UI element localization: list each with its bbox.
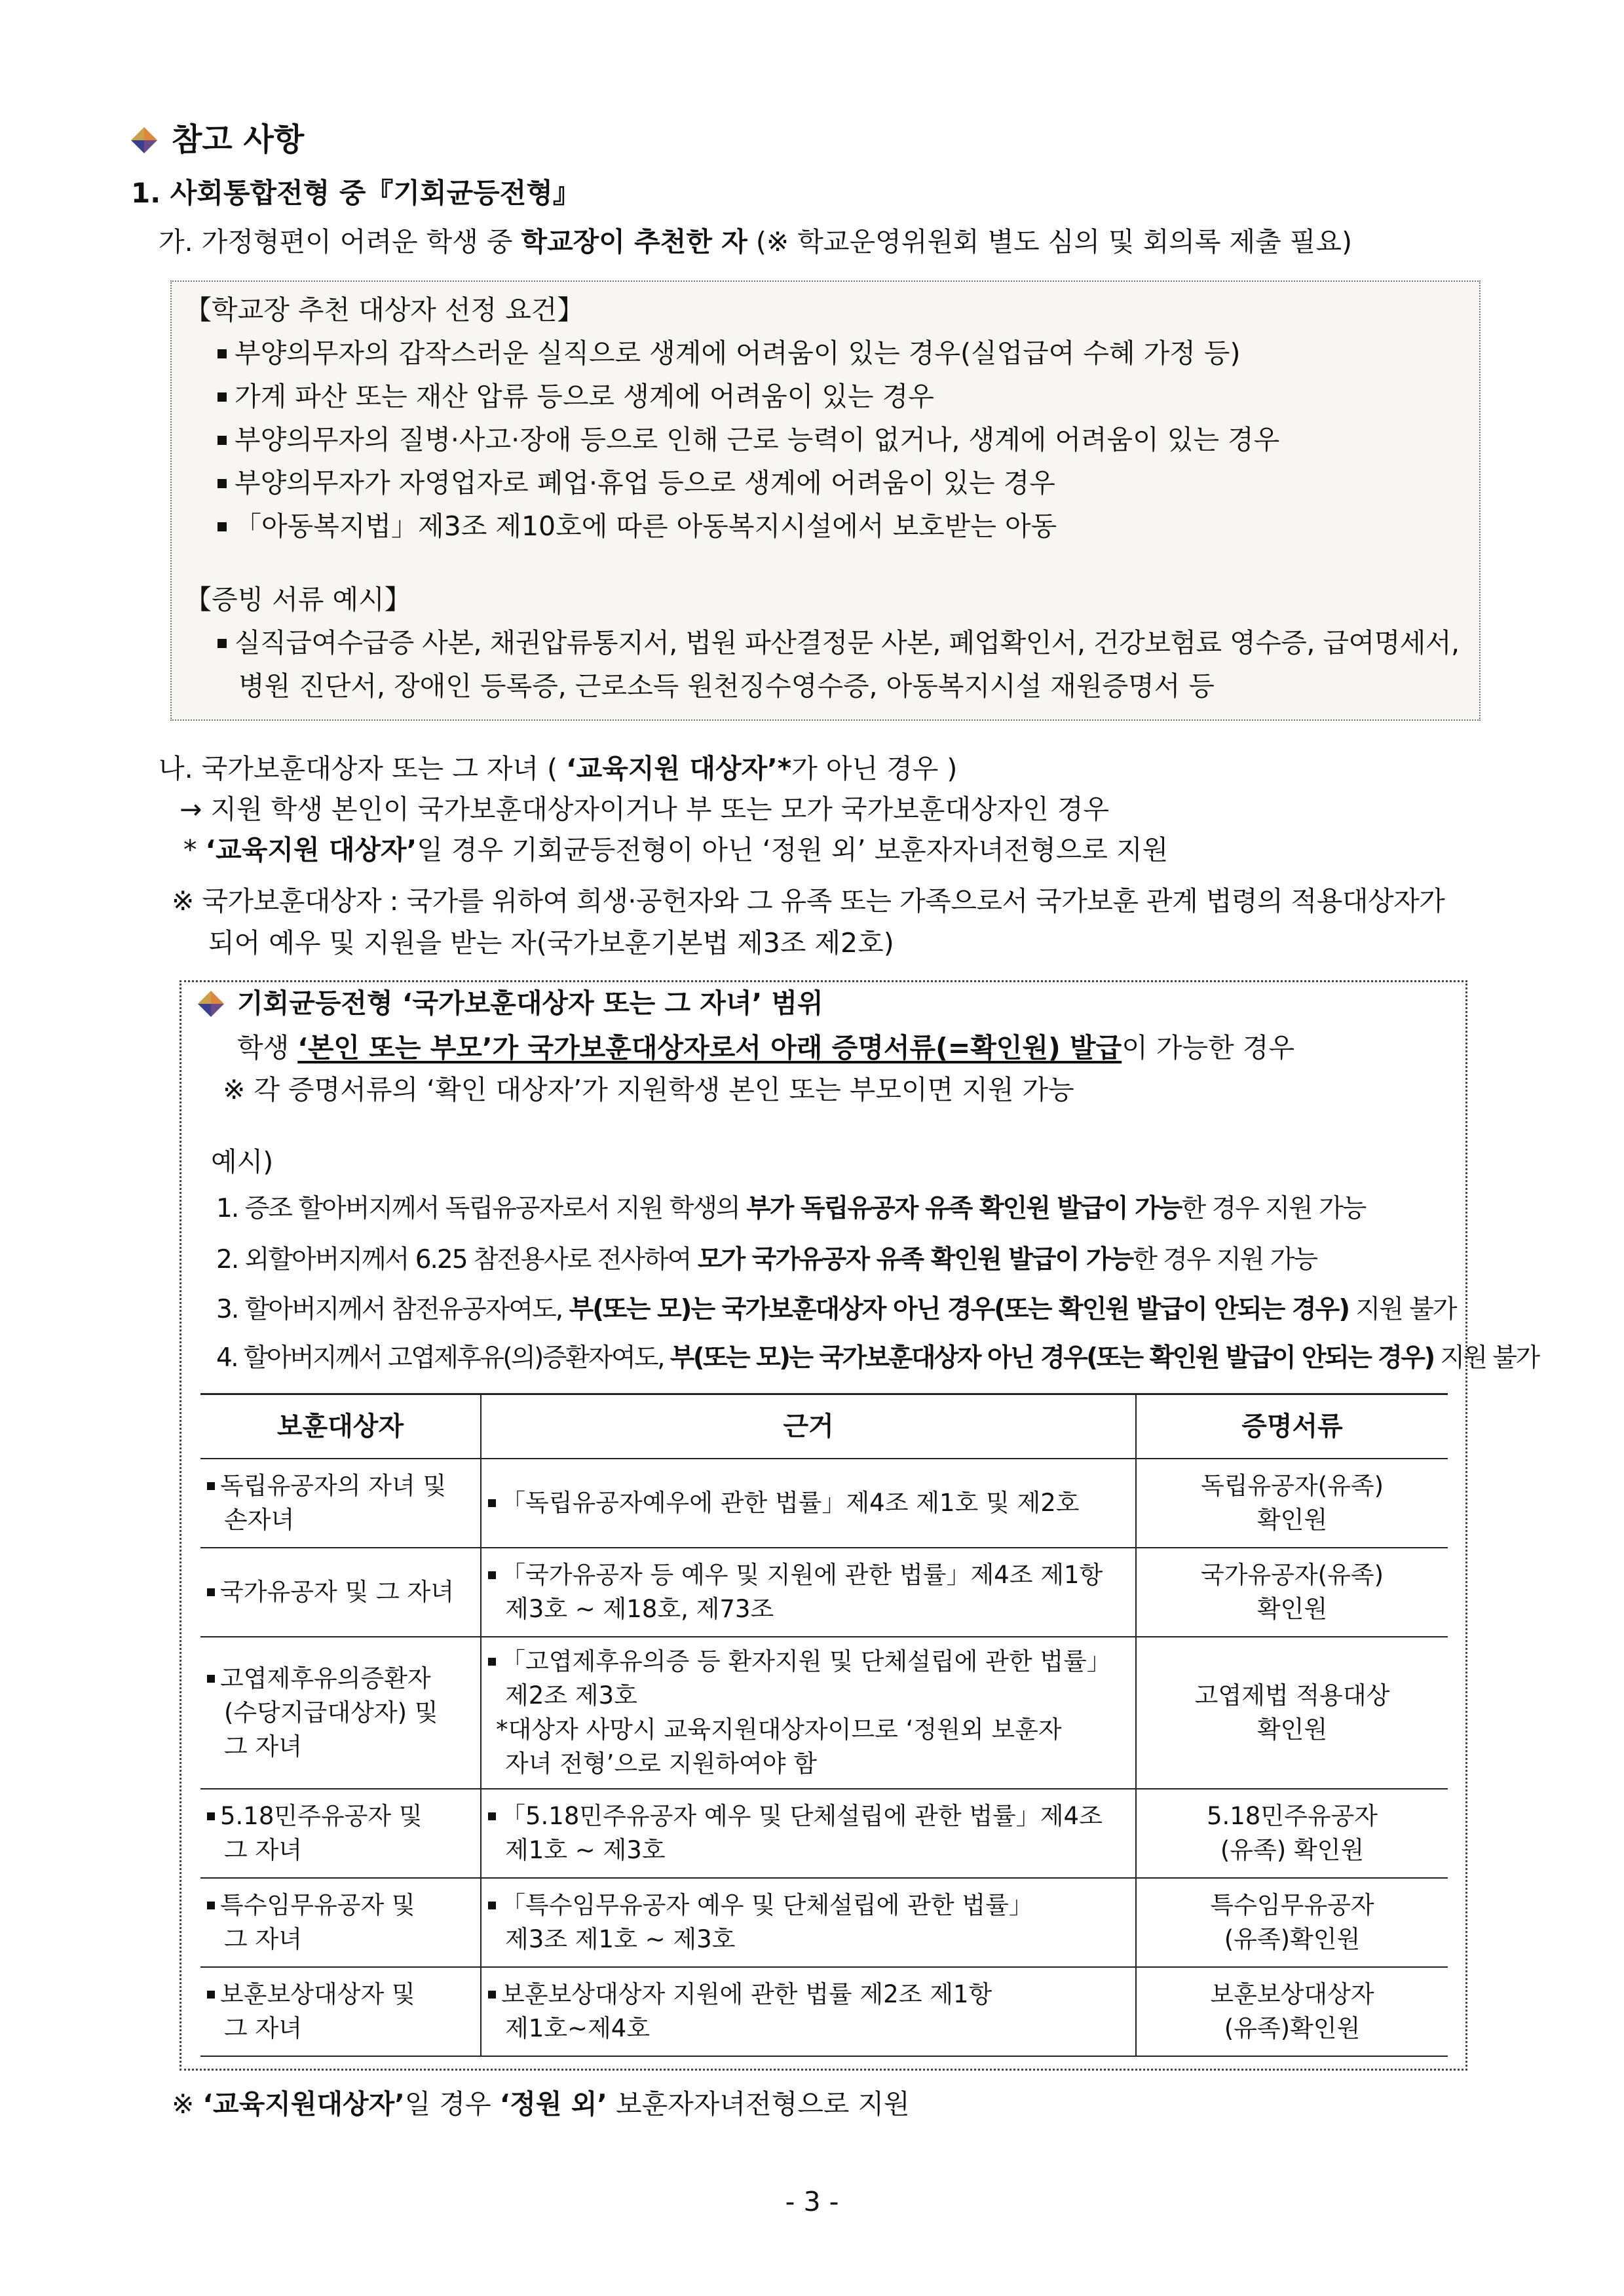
square-bullet-icon [207, 1902, 215, 1909]
square-bullet-icon [488, 1812, 496, 1820]
square-bullet-icon [488, 1991, 496, 1999]
document-cell: 국가유공자(유족) 확인원 [1136, 1548, 1448, 1637]
basis-cell: 「5.18민주유공자 예우 및 단체설립에 관한 법률」제4조 제1호 ~ 제3호 [481, 1789, 1136, 1878]
square-bullet-icon [488, 1658, 496, 1666]
item-na-arrow: → 지원 학생 본인이 국가보훈대상자이거나 부 또는 모가 국가보훈대상자인 경우 [179, 794, 1110, 825]
docs-item-continued: 병원 진단서, 장애인 등록증, 근로소득 원천징수영수증, 아동복지시설 재원증명서 등 [238, 670, 1215, 702]
example-item: 4. 할아버지께서 고엽제후유(의)증환자여도, 부(또는 모)는 국가보훈대상자 아닌 경우(또는 확인원 발급이 안되는 경우) 지원 불가 [216, 1343, 1539, 1373]
square-bullet-icon [488, 1571, 496, 1579]
table-row [200, 1548, 1448, 1637]
document-cell: 5.18민주유공자 (유족) 확인원 [1136, 1789, 1448, 1878]
square-bullet-icon [207, 1812, 215, 1820]
eligibility-table [200, 1393, 1448, 2057]
diamond-bullet-icon [131, 127, 157, 153]
square-bullet-icon [217, 349, 227, 358]
criteria-item: 부양의무자의 질병·사고·장애 등으로 인해 근로 능력이 없거나, 생계에 어려움이 있는 경우 [217, 422, 1279, 457]
criteria-title: 【학교장 추천 대상자 선정 요건】 [185, 294, 584, 326]
table-row [200, 1459, 1448, 1548]
category-cell: 고엽제후유의증환자 (수당지급대상자) 및 그 자녀 [200, 1637, 481, 1789]
column-header: 근거 [481, 1394, 1136, 1459]
criteria-item: 부양의무자의 갑작스러운 실직으로 생계에 어려움이 있는 경우(실업급여 수혜 가정 등) [217, 335, 1241, 371]
basis-cell: 「독립유공자예우에 관한 법률」제4조 제1호 및 제2호 [481, 1459, 1136, 1548]
diamond-bullet-icon [198, 991, 224, 1017]
table-row [200, 1878, 1448, 1967]
table-row [200, 1967, 1448, 2056]
basis-cell: 「국가유공자 등 예우 및 지원에 관한 법률」제4조 제1항 제3호 ~ 제18호, 제73조 [481, 1548, 1136, 1637]
scope-line: 학생 ‘본인 또는 부모’가 국가보훈대상자로서 아래 증명서류(=확인원) 발급이 가능한 경우 [237, 1032, 1294, 1063]
square-bullet-icon [207, 1588, 215, 1596]
section-title: 1. 사회통합전형 중『기회균등전형』 [131, 177, 580, 209]
scope-title: 기회균등전형 ‘국가보훈대상자 또는 그 자녀’ 범위 [237, 987, 823, 1019]
item-ga: 가. 가정형편이 어려운 학생 중 학교장이 추천한 자 (※ 학교운영위원회 별도 심의 및 회의록 제출 필요) [159, 226, 1352, 258]
category-cell: 5.18민주유공자 및 그 자녀 [200, 1789, 481, 1878]
document-cell: 독립유공자(유족) 확인원 [1136, 1459, 1448, 1548]
table-row [200, 1789, 1448, 1878]
square-bullet-icon [488, 1499, 496, 1507]
category-cell: 특수임무유공자 및 그 자녀 [200, 1878, 481, 1967]
basis-cell: 보훈보상대상자 지원에 관한 법률 제2조 제1항 제1호~제4호 [481, 1967, 1136, 2056]
document-cell: 특수임무유공자 (유족)확인원 [1136, 1878, 1448, 1967]
square-bullet-icon [488, 1902, 496, 1909]
criteria-item: 가계 파산 또는 재산 압류 등으로 생계에 어려움이 있는 경우 [217, 379, 934, 414]
column-header: 보훈대상자 [200, 1394, 481, 1459]
column-header: 증명서류 [1136, 1394, 1448, 1459]
square-bullet-icon [217, 436, 227, 445]
item-na: 나. 국가보훈대상자 또는 그 자녀 ( ‘교육지원 대상자’*가 아닌 경우 ) [159, 753, 958, 784]
table-row [200, 1637, 1448, 1789]
example-label: 예시) [211, 1146, 274, 1177]
docs-item: 실직급여수급증 사본, 채권압류통지서, 법원 파산결정문 사본, 폐업확인서, 건강보험료 영수증, 급여명세서, [217, 625, 1460, 660]
square-bullet-icon [217, 639, 227, 648]
square-bullet-icon [207, 1482, 215, 1490]
category-cell: 보훈보상대상자 및 그 자녀 [200, 1967, 481, 2056]
example-item: 1. 증조 할아버지께서 독립유공자로서 지원 학생의 부가 독립유공자 유족 확인원 발급이 가능한 경우 지원 가능 [216, 1194, 1366, 1223]
example-item: 2. 외할아버지께서 6.25 참전용사로 전사하여 모가 국가유공자 유족 확인원 발급이 가능한 경우 지원 가능 [216, 1245, 1317, 1274]
docs-title: 【증빙 서류 예시】 [185, 584, 411, 615]
square-bullet-icon [207, 1675, 215, 1683]
page-number: - 3 - [785, 2186, 839, 2217]
page-heading: 참고 사항 [172, 121, 305, 158]
square-bullet-icon [217, 479, 227, 488]
category-cell: 독립유공자의 자녀 및 손자녀 [200, 1459, 481, 1548]
square-bullet-icon [217, 392, 227, 402]
example-item: 3. 할아버지께서 참전유공자여도, 부(또는 모)는 국가보훈대상자 아닌 경우(또는 확인원 발급이 안되는 경우) 지원 불가 [216, 1295, 1456, 1324]
criteria-item: 「아동복지법」제3조 제10호에 따른 아동복지시설에서 보호받는 아동 [217, 508, 1057, 544]
definition-note-continued: 되어 예우 및 지원을 받는 자(국가보훈기본법 제3조 제2호) [208, 927, 894, 959]
document-cell: 고엽제법 적용대상 확인원 [1136, 1637, 1448, 1789]
square-bullet-icon [207, 1991, 215, 1999]
scope-note: ※ 각 증명서류의 ‘확인 대상자’가 지원학생 본인 또는 부모이면 지원 가능 [223, 1074, 1074, 1105]
criteria-item: 부양의무자가 자영업자로 폐업·휴업 등으로 생계에 어려움이 있는 경우 [217, 465, 1055, 501]
table-header-row [200, 1394, 1448, 1459]
footer-note: ※ ‘교육지원대상자’일 경우 ‘정원 외’ 보훈자자녀전형으로 지원 [172, 2088, 910, 2120]
definition-note: ※ 국가보훈대상자 : 국가를 위하여 희생·공헌자와 그 유족 또는 가족으로서 국가보훈 관계 법령의 적용대상자가 [172, 885, 1445, 917]
square-bullet-icon [217, 522, 227, 531]
basis-cell: 「특수임무유공자 예우 및 단체설립에 관한 법률」 제3조 제1호 ~ 제3호 [481, 1878, 1136, 1967]
item-na-note: * ‘교육지원 대상자’일 경우 기회균등전형이 아닌 ‘정원 외’ 보훈자자녀전형으로 지원 [183, 834, 1169, 866]
document-cell: 보훈보상대상자 (유족)확인원 [1136, 1967, 1448, 2056]
basis-cell: 「고엽제후유의증 등 환자지원 및 단체설립에 관한 법률」 제2조 제3호 *대상자 사망시 교육지원대상자이므로 ‘정원외 보훈자 자녀 전형’으로 지원하여야 함 [481, 1637, 1136, 1789]
category-cell: 국가유공자 및 그 자녀 [200, 1548, 481, 1637]
